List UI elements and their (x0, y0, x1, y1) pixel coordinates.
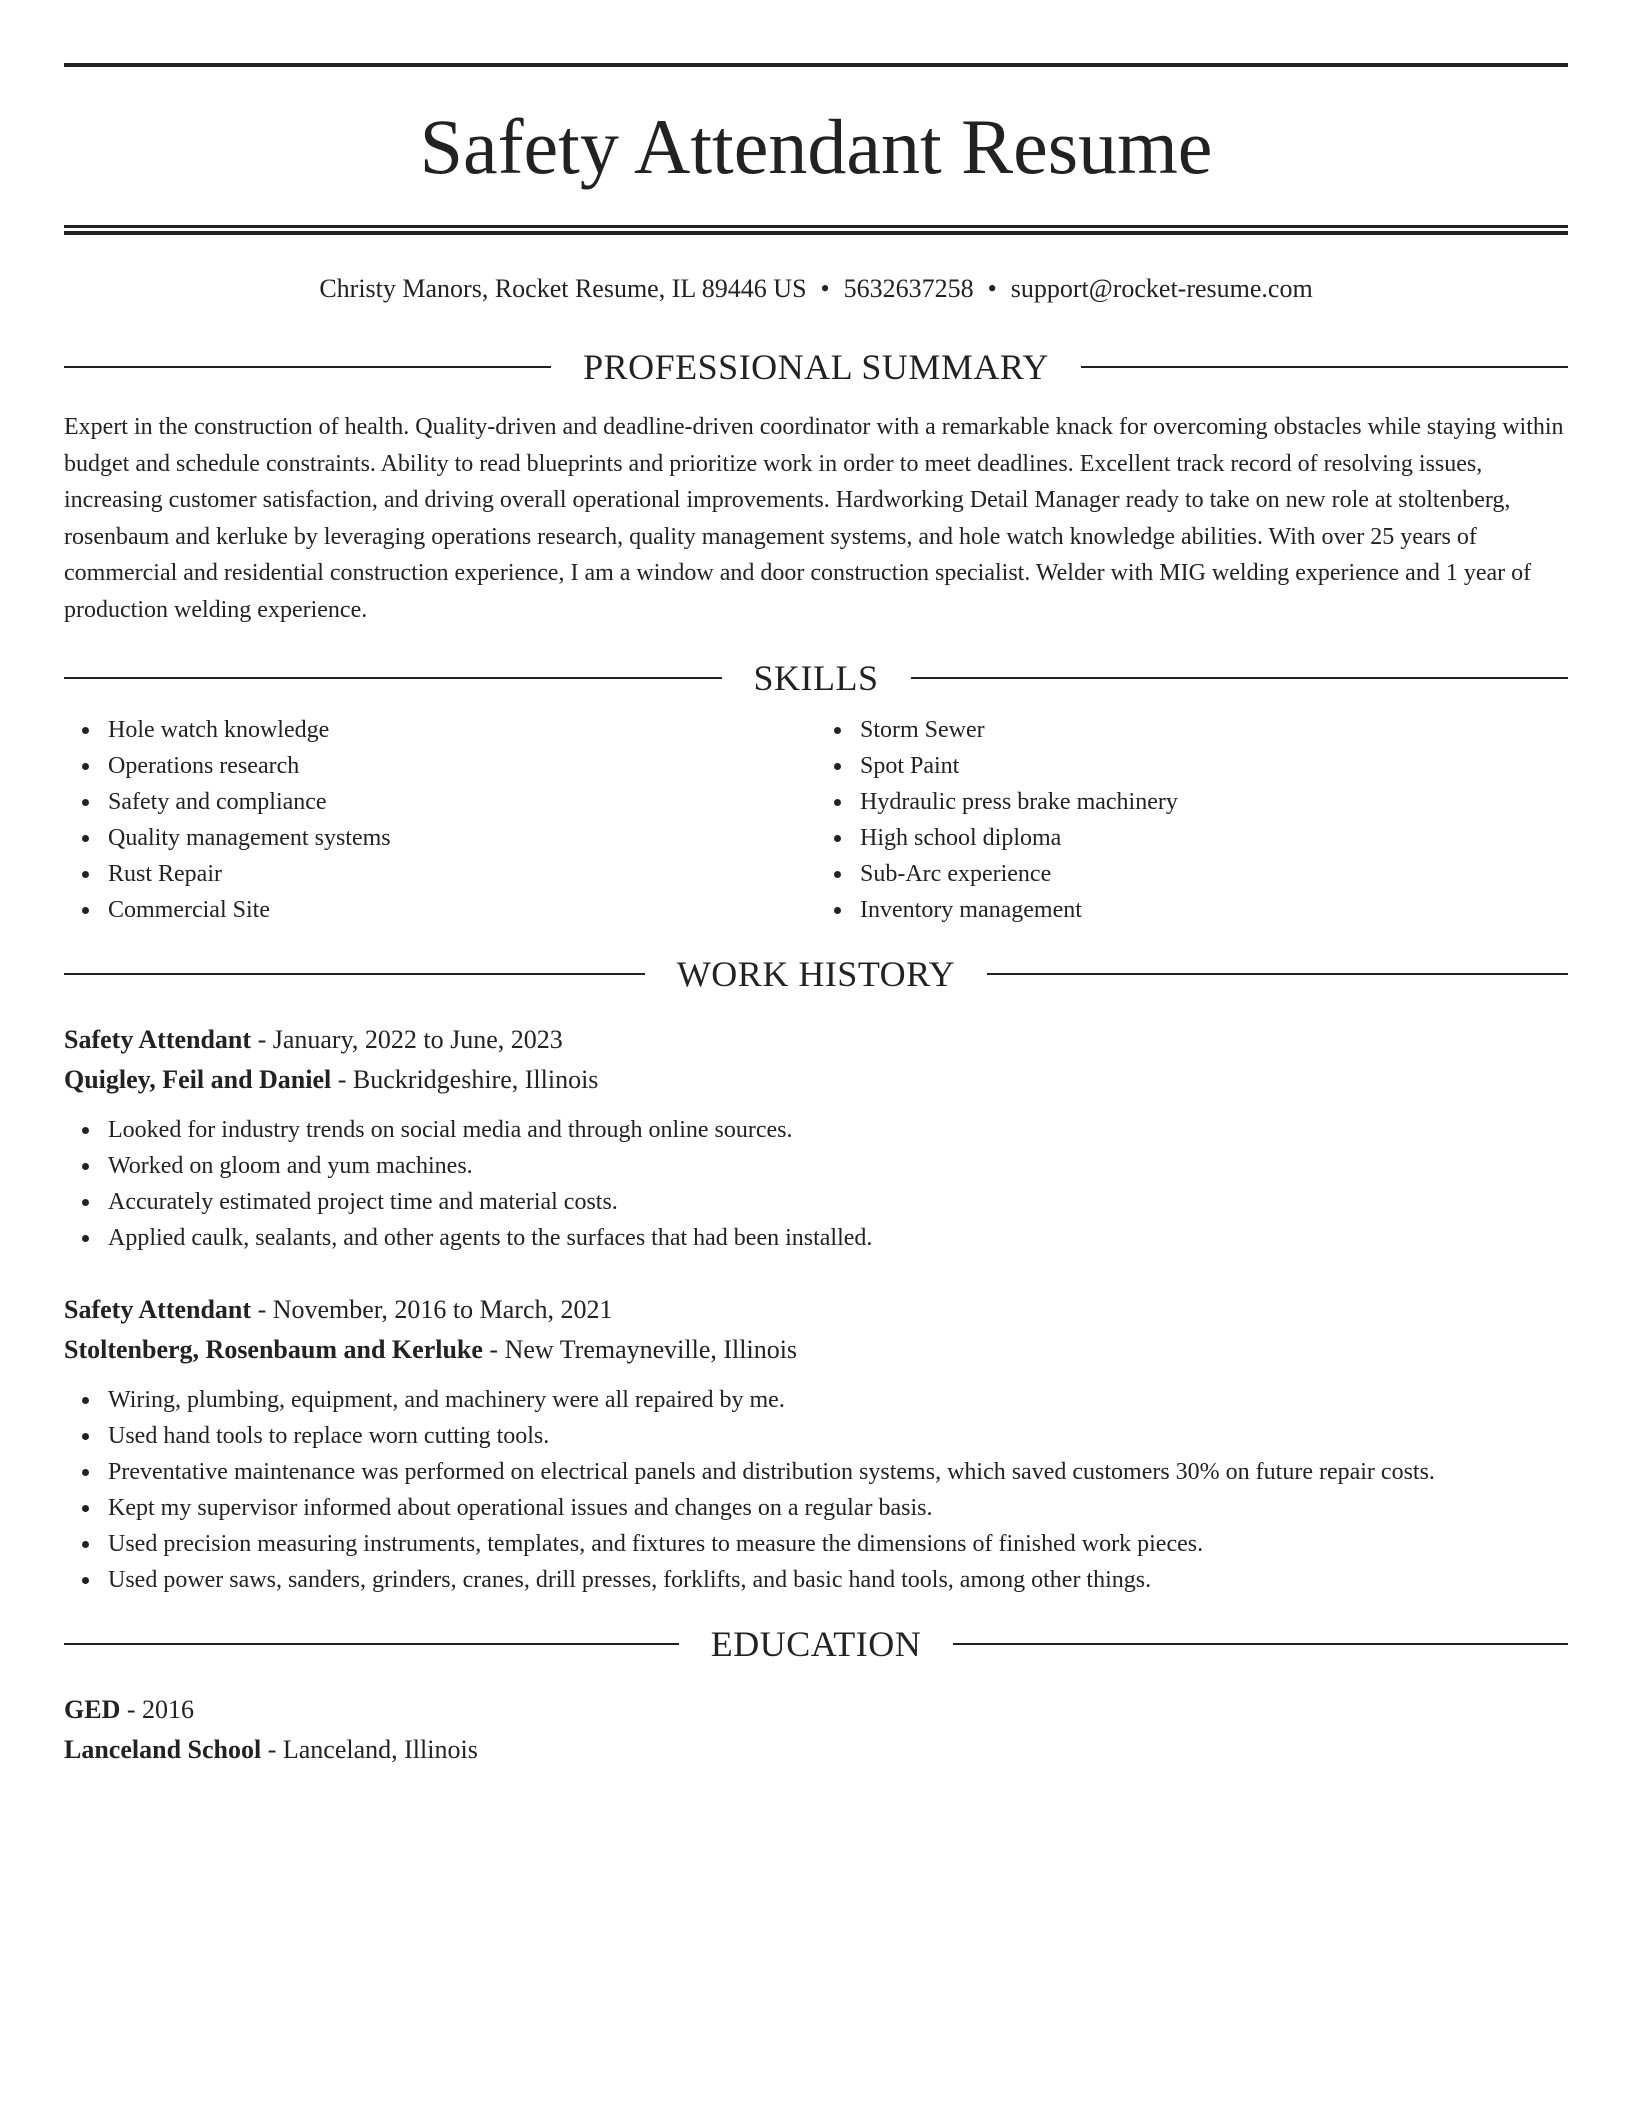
section-divider (64, 1643, 679, 1645)
skills-heading: SKILLS (753, 658, 879, 698)
contact-separator: • (820, 274, 830, 303)
job-company-line (64, 1330, 1568, 1370)
job-dates: - November, 2016 to March, 2021 (251, 1295, 613, 1324)
section-divider (1081, 366, 1568, 368)
job-duty: Preventative maintenance was performed on electrical panels and distribution systems, which saved customers 30% on future repair costs. (108, 1454, 1568, 1490)
skill-item: Safety and compliance (108, 784, 816, 820)
job-duty: Used power saws, sanders, grinders, cranes, drill presses, forklifts, and basic hand tools, among other things. (108, 1562, 1568, 1598)
job-duty: Worked on gloom and yum machines. (108, 1148, 1568, 1184)
skill-item: Hole watch knowledge (108, 712, 816, 748)
education-heading: EDUCATION (710, 1624, 922, 1664)
education-entry (64, 1690, 1568, 1770)
skills-section-header (64, 654, 1568, 702)
summary-heading: PROFESSIONAL SUMMARY (583, 347, 1049, 387)
skill-item: Operations research (108, 748, 816, 784)
contact-email: support@rocket-resume.com (1010, 274, 1313, 303)
education-degree-line (64, 1690, 1568, 1730)
work-heading: WORK HISTORY (676, 954, 956, 994)
job-company: Quigley, Feil and Daniel (64, 1065, 332, 1094)
skill-item: High school diploma (860, 820, 1568, 856)
job-duty: Used precision measuring instruments, templates, and fixtures to measure the dimensions of finished work pieces. (108, 1526, 1568, 1562)
skill-item: Spot Paint (860, 748, 1568, 784)
job-title-line (64, 1020, 1568, 1060)
job-company: Stoltenberg, Rosenbaum and Kerluke (64, 1335, 483, 1364)
section-divider (953, 1643, 1568, 1645)
job-entry (64, 1290, 1568, 1598)
skill-item: Quality management systems (108, 820, 816, 856)
contact-phone: 5632637258 (843, 274, 974, 303)
section-divider (64, 973, 645, 975)
job-duties (64, 1382, 1568, 1598)
job-duty: Applied caulk, sealants, and other agents to the surfaces that had been installed. (108, 1220, 1568, 1256)
section-divider (64, 677, 722, 679)
work-section-header (64, 950, 1568, 998)
job-duty: Accurately estimated project time and material costs. (108, 1184, 1568, 1220)
job-duty: Used hand tools to replace worn cutting tools. (108, 1418, 1568, 1454)
skill-item: Hydraulic press brake machinery (860, 784, 1568, 820)
section-divider (987, 973, 1568, 975)
job-company-line (64, 1060, 1568, 1100)
job-title-line (64, 1290, 1568, 1330)
summary-section-header (64, 343, 1568, 391)
education-section-header (64, 1620, 1568, 1668)
education-school: Lanceland School (64, 1735, 262, 1764)
section-divider (911, 677, 1569, 679)
top-rule (64, 63, 1568, 67)
job-title: Safety Attendant (64, 1025, 252, 1054)
contact-separator: • (987, 274, 997, 303)
skill-item: Commercial Site (108, 892, 816, 928)
job-location: - Buckridgeshire, Illinois (331, 1065, 599, 1094)
job-duty: Looked for industry trends on social media and through online sources. (108, 1112, 1568, 1148)
section-divider (64, 366, 551, 368)
page-title: Safety Attendant Resume (419, 103, 1213, 190)
education-location: - Lanceland, Illinois (261, 1735, 478, 1764)
skills-list (64, 712, 1568, 928)
skill-item: Storm Sewer (860, 712, 1568, 748)
job-title: Safety Attendant (64, 1295, 252, 1324)
job-entry (64, 1020, 1568, 1256)
contact-address: Christy Manors, Rocket Resume, IL 89446 US (319, 274, 807, 303)
job-dates: - January, 2022 to June, 2023 (251, 1025, 563, 1054)
summary-text: Expert in the construction of health. Quality-driven and deadline-driven coordinator with a remarkable knack for overcoming obstacles while staying within budget and schedule constraints. Ability to read blueprints and prioritize work in order to meet deadlines. Excellent track record of resolving issues, increasing customer satisfaction, and driving overall operational improvements. Hardworking Detail Manager ready to take on new role at stoltenberg, rosenbaum and kerluke by leveraging operations research, quality management systems, and hole watch knowledge abilities. With over 25 years of commercial and residential construction experience, I am a window and door construction specialist. Welder with MIG welding experience and 1 year of production welding experience. (64, 414, 1564, 623)
skills-column-right (816, 712, 1568, 928)
skill-item: Inventory management (860, 892, 1568, 928)
education-school-line (64, 1730, 1568, 1770)
education-year: - 2016 (120, 1695, 195, 1724)
job-duty: Kept my supervisor informed about operational issues and changes on a regular basis. (108, 1490, 1568, 1526)
contact-line (64, 271, 1568, 307)
job-duties (64, 1112, 1568, 1256)
job-location: - New Tremayneville, Illinois (482, 1335, 798, 1364)
job-duty: Wiring, plumbing, equipment, and machinery were all repaired by me. (108, 1382, 1568, 1418)
skill-item: Rust Repair (108, 856, 816, 892)
title-double-rule (64, 225, 1568, 235)
skill-item: Sub-Arc experience (860, 856, 1568, 892)
education-degree: GED (64, 1695, 121, 1724)
skills-column-left (64, 712, 816, 928)
